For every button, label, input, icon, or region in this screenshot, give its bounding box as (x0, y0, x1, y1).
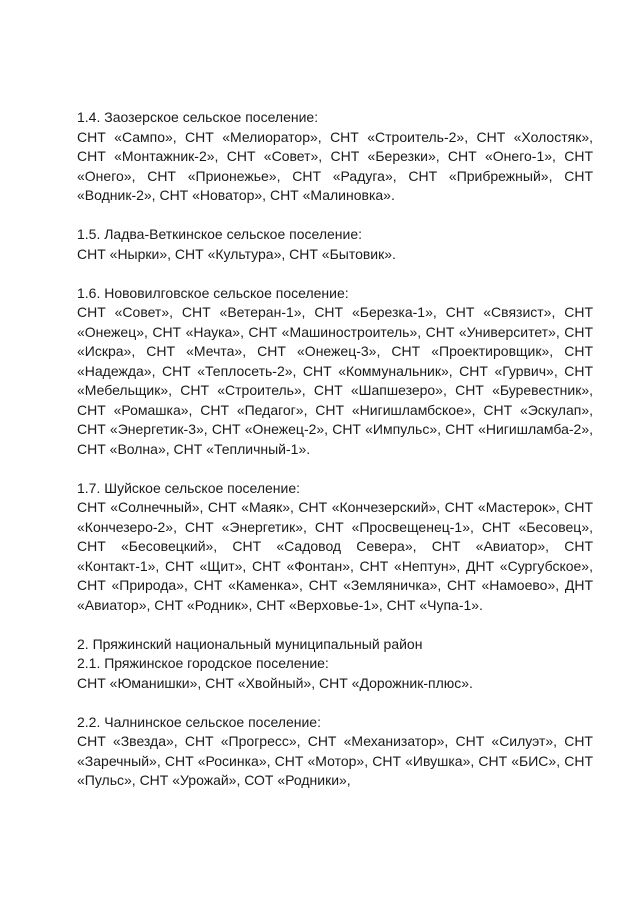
section-heading: 1.4. Заозерское сельское поселение: (77, 109, 319, 125)
section-heading: 2. Пряжинский национальный муниципальный район (77, 635, 423, 652)
section-1-6 (77, 284, 593, 460)
section-text: СНТ «Совет», СНТ «Ветеран-1», СНТ «Березка-1», СНТ «Связист», СНТ «Онежец», СНТ «Наука», СНТ «Машиностроитель», СНТ «Университет», СНТ «Искра», СНТ «Мечта», СНТ «Онежец-3», СНТ «Проектировщик», СНТ «Надежда», СНТ «Теплосеть-2», СНТ «Коммунальник», СНТ «Гурвич», СНТ «Мебельщик», СНТ «Строитель», СНТ «Шапшезеро», СНТ «Буревестник», СНТ «Ромашка», СНТ «Педагог», СНТ «Нигишламбское», СНТ «Эскулап», СНТ «Энергетик-3», СНТ «Онежец-2», СНТ «Импульс», СНТ «Нигишламба-2», СНТ «Волна», СНТ «Тепличный-1». (77, 304, 593, 457)
section-2-2 (77, 713, 593, 791)
section-text: СНТ «Нырки», СНТ «Культура», СНТ «Бытовик». (77, 245, 396, 262)
section-heading: 2.1. Пряжинское городское поселение: (77, 655, 329, 671)
section-text: СНТ «Солнечный», СНТ «Маяк», СНТ «Кончезерский», СНТ «Мастерок», СНТ «Кончезеро-2», СНТ «Энергетик», СНТ «Просвещенец-1», СНТ «Бесовец», СНТ «Бесовецкий», СНТ «Садовод Севера», СНТ «Авиатор», СНТ «Контакт-1», СНТ «Щит», СНТ «Фонтан», СНТ «Нептун», ДНТ «Сургубское», СНТ «Природа», СНТ «Каменка», СНТ «Земляничка», СНТ «Намоево», ДНТ «Авиатор», СНТ «Родник», СНТ «Верховье-1», СНТ «Чупа-1». (77, 499, 593, 613)
section-text: СНТ «Сампо», СНТ «Мелиоратор», СНТ «Строитель-2», СНТ «Холостяк», СНТ «Монтажник-2», СНТ «Совет», СНТ «Березки», СНТ «Онего-1», СНТ «Онего», СНТ «Прионежье», СНТ «Радуга», СНТ «Прибрежный», СНТ «Водник-2», СНТ «Новатор», СНТ «Малиновка». (77, 128, 593, 203)
document-page (77, 108, 593, 810)
section-heading: 1.5. Ладва-Веткинское сельское поселение: (77, 226, 363, 242)
section-2 (77, 635, 593, 655)
section-heading: 2.2. Чалнинское сельское поселение: (77, 713, 321, 730)
section-1-4 (77, 108, 593, 206)
section-text: СНТ «Звезда», СНТ «Прогресс», СНТ «Механизатор», СНТ «Силуэт», СНТ «Заречный», СНТ «Росинка», СНТ «Мотор», СНТ «Ивушка», СНТ «БИС», СНТ «Пульс», СНТ «Урожай», СОТ «Родники», (77, 733, 593, 788)
section-1-7 (77, 479, 593, 616)
section-heading: 1.6. Нововилговское сельское поселение: (77, 284, 349, 301)
section-1-5 (77, 225, 593, 264)
section-heading: 1.7. Шуйское сельское поселение: (77, 479, 301, 496)
section-2-1 (77, 654, 593, 693)
section-text: СНТ «Юманишки», СНТ «Хвойный», СНТ «Дорожник-плюс». (77, 674, 473, 691)
